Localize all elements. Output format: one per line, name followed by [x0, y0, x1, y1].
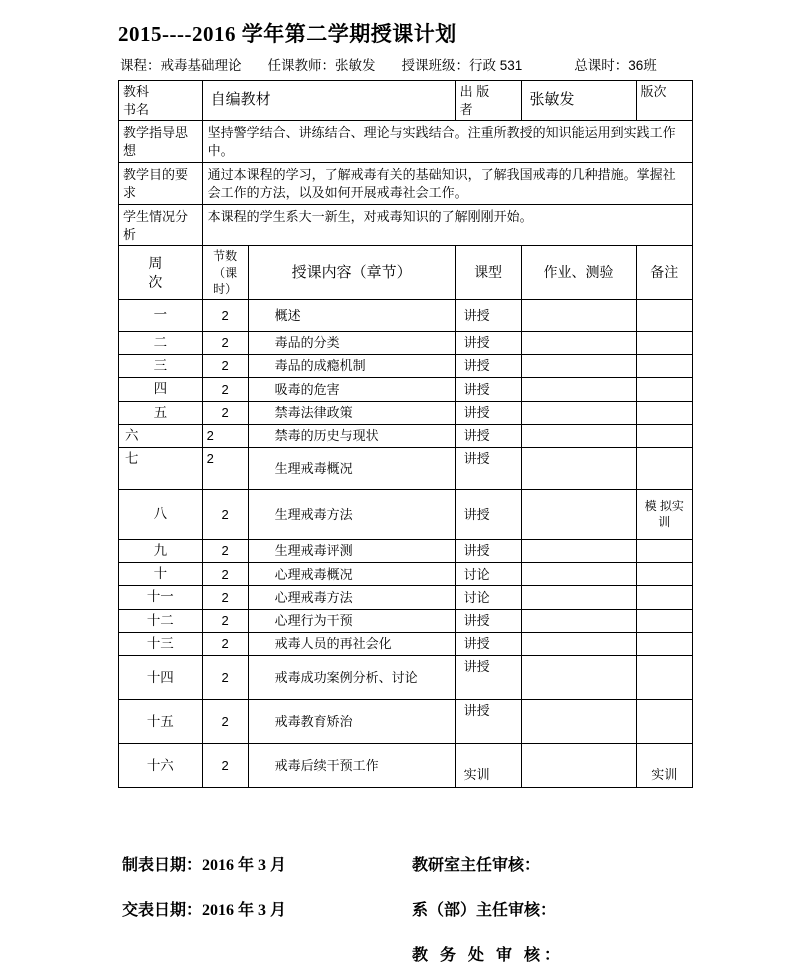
- cell-note: 实训: [636, 744, 693, 788]
- review-office: 教研室主任审核：: [412, 857, 541, 875]
- objectives-label: [119, 163, 203, 205]
- cell-type: 讲授: [455, 656, 521, 700]
- edition-label: [636, 81, 693, 121]
- cell-homework: [521, 448, 636, 490]
- cell-type: 讲授: [455, 700, 521, 744]
- table-row-guiding-thought: [119, 121, 693, 163]
- cell-hours: 2: [202, 424, 248, 447]
- cell-type: 讲授: [455, 540, 521, 563]
- textbook-value: 自编教材: [202, 81, 455, 121]
- cell-week: 三: [119, 355, 203, 378]
- cell-homework: [521, 490, 636, 540]
- header-hours-text: 节数（课时）: [213, 249, 238, 296]
- cell-hours: 2: [202, 378, 248, 401]
- cell-homework: [521, 299, 636, 331]
- cell-note: [636, 448, 693, 490]
- cell-type: 讲授: [455, 424, 521, 447]
- cell-content: 毒品的分类: [248, 331, 455, 354]
- total-hours-label: 总课时：: [574, 58, 629, 73]
- cell-week: 八: [119, 490, 203, 540]
- cell-content: 概述: [248, 299, 455, 331]
- cell-note: [636, 299, 693, 331]
- class-label: 授课班级：: [401, 58, 469, 73]
- table-row: [119, 378, 693, 401]
- footer-signatures: [118, 852, 753, 965]
- submit-date: [118, 897, 412, 920]
- cell-homework: [521, 331, 636, 354]
- cell-homework: [521, 540, 636, 563]
- student-analysis-label: [119, 205, 203, 246]
- textbook-label: [119, 81, 203, 121]
- cell-content: 吸毒的危害: [248, 378, 455, 401]
- student-analysis-value: 本课程的学生系大一新生，对戒毒知识的了解刚刚开始。: [202, 205, 692, 246]
- cell-type: 讲授: [455, 355, 521, 378]
- cell-week: 五: [119, 401, 203, 424]
- table-row: [119, 700, 693, 744]
- cell-homework: [521, 656, 636, 700]
- table-row: [119, 401, 693, 424]
- publisher-label-text: 出 版 者: [459, 84, 490, 117]
- cell-note: [636, 609, 693, 632]
- cell-type: 讲授: [455, 378, 521, 401]
- cell-note: [636, 700, 693, 744]
- header-hours: [202, 246, 248, 300]
- review-academic: 教 务 处 审 核：: [412, 947, 565, 965]
- cell-type: 讨论: [455, 586, 521, 609]
- cell-week: 十二: [119, 609, 203, 632]
- table-row: [119, 331, 693, 354]
- cell-hours: 2: [202, 632, 248, 655]
- cell-hours: 2: [202, 609, 248, 632]
- cell-type: 讲授: [455, 490, 521, 540]
- cell-homework: [521, 378, 636, 401]
- cell-hours: 2: [202, 700, 248, 744]
- table-row: [119, 744, 693, 788]
- cell-week: 四: [119, 378, 203, 401]
- course-label: 课程：: [120, 58, 161, 73]
- table-row: [119, 656, 693, 700]
- cell-type: 讲授: [455, 632, 521, 655]
- cell-week: 十一: [119, 586, 203, 609]
- header-homework: 作业、测验: [521, 246, 636, 300]
- cell-content: 心理戒毒方法: [248, 586, 455, 609]
- cell-note: [636, 424, 693, 447]
- cell-content: 戒毒后续干预工作: [248, 744, 455, 788]
- cell-week: 九: [119, 540, 203, 563]
- student-analysis-label-text: 学生情况分析: [123, 209, 189, 242]
- cell-homework: [521, 401, 636, 424]
- cell-week: 七: [119, 448, 203, 490]
- page-title: 2015----2016 学年第二学期授课计划: [118, 22, 457, 46]
- header-week: [119, 246, 203, 300]
- table-header-row: [119, 246, 693, 300]
- class-value: 行政 531: [469, 58, 523, 73]
- cell-note: [636, 331, 693, 354]
- cell-type: 讲授: [455, 609, 521, 632]
- cell-content: 生理戒毒概况: [248, 448, 455, 490]
- cell-week: 一: [119, 299, 203, 331]
- header-type: 课型: [455, 246, 521, 300]
- cell-type: 讲授: [455, 331, 521, 354]
- footer-row-submit-date: [118, 897, 753, 920]
- cell-week: 十五: [119, 700, 203, 744]
- cell-hours: 2: [202, 448, 248, 490]
- cell-week: 六: [119, 424, 203, 447]
- cell-week: 二: [119, 331, 203, 354]
- cell-note: [636, 656, 693, 700]
- table-row: [119, 540, 693, 563]
- publisher-label: [455, 81, 521, 121]
- table-row: [119, 355, 693, 378]
- cell-note: 模 拟实 训: [636, 490, 693, 540]
- cell-note: [636, 355, 693, 378]
- guiding-thought-label-text: 教学指导思想: [123, 125, 189, 158]
- cell-homework: [521, 424, 636, 447]
- cell-content: 戒毒教育矫治: [248, 700, 455, 744]
- cell-hours: 2: [202, 331, 248, 354]
- cell-week: 十三: [119, 632, 203, 655]
- cell-content: 戒毒成功案例分析、讨论: [248, 656, 455, 700]
- teaching-plan-table: [118, 80, 693, 788]
- table-row-textbook: [119, 81, 693, 121]
- cell-note: [636, 378, 693, 401]
- cell-hours: 2: [202, 299, 248, 331]
- table-row: [119, 609, 693, 632]
- cell-hours: 2: [202, 586, 248, 609]
- teacher-label: 任课教师：: [267, 58, 335, 73]
- cell-hours: 2: [202, 540, 248, 563]
- cell-week: 十四: [119, 656, 203, 700]
- textbook-label-text: 教科书名: [123, 84, 150, 117]
- course-meta-line: [120, 54, 753, 74]
- cell-content: 心理戒毒概况: [248, 563, 455, 586]
- cell-hours: 2: [202, 401, 248, 424]
- objectives-label-text: 教学目的要求: [123, 167, 189, 200]
- table-row: [119, 490, 693, 540]
- make-date: [118, 852, 412, 875]
- guiding-thought-label: [119, 121, 203, 163]
- cell-week: 十六: [119, 744, 203, 788]
- cell-homework: [521, 355, 636, 378]
- make-date-value: 2016 年 3 月: [202, 857, 287, 875]
- cell-note: [636, 401, 693, 424]
- cell-hours: 2: [202, 744, 248, 788]
- table-row-objectives: [119, 163, 693, 205]
- cell-type: 实训: [455, 744, 521, 788]
- footer-row-academic: [118, 942, 753, 965]
- cell-hours: 2: [202, 490, 248, 540]
- cell-note: [636, 632, 693, 655]
- cell-hours: 2: [202, 563, 248, 586]
- cell-homework: [521, 563, 636, 586]
- cell-content: 戒毒人员的再社会化: [248, 632, 455, 655]
- table-row: [119, 586, 693, 609]
- teacher-value: 张敏发: [335, 58, 376, 73]
- total-hours-value: 36班: [628, 58, 657, 73]
- course-value: 戒毒基础理论: [160, 58, 242, 73]
- cell-type: 讲授: [455, 448, 521, 490]
- cell-homework: [521, 609, 636, 632]
- submit-date-value: 2016 年 3 月: [202, 902, 287, 920]
- cell-content: 心理行为干预: [248, 609, 455, 632]
- cell-hours: 2: [202, 355, 248, 378]
- table-row: [119, 299, 693, 331]
- edition-label-text: 版次: [640, 84, 667, 99]
- cell-type: 讲授: [455, 299, 521, 331]
- cell-note: [636, 586, 693, 609]
- publisher-value: 张敏发: [521, 81, 636, 121]
- table-row: [119, 424, 693, 447]
- table-row-student-analysis: [119, 205, 693, 246]
- table-row: [119, 448, 693, 490]
- cell-type: 讨论: [455, 563, 521, 586]
- cell-homework: [521, 586, 636, 609]
- make-date-label: 制表日期：: [122, 857, 203, 875]
- cell-week: 十: [119, 563, 203, 586]
- cell-type: 讲授: [455, 401, 521, 424]
- submit-date-label: 交表日期：: [122, 902, 203, 920]
- header-note: 备注: [636, 246, 693, 300]
- cell-content: 生理戒毒方法: [248, 490, 455, 540]
- cell-homework: [521, 700, 636, 744]
- cell-content: 生理戒毒评测: [248, 540, 455, 563]
- cell-homework: [521, 744, 636, 788]
- cell-content: 毒品的成瘾机制: [248, 355, 455, 378]
- cell-hours: 2: [202, 656, 248, 700]
- header-week-text: 周次: [148, 254, 163, 290]
- cell-content: 禁毒的历史与现状: [248, 424, 455, 447]
- table-row: [119, 632, 693, 655]
- objectives-value: 通过本课程的学习，了解戒毒有关的基础知识，了解我国戒毒的几种措施。掌握社会工作的方法，以及如何开展戒毒社会工作。: [202, 163, 692, 205]
- review-dept: 系（部）主任审核：: [412, 902, 557, 920]
- table-row: [119, 563, 693, 586]
- header-content: 授课内容（章节）: [248, 246, 455, 300]
- cell-note: [636, 540, 693, 563]
- cell-content: 禁毒法律政策: [248, 401, 455, 424]
- guiding-thought-value: 坚持警学结合、讲练结合、理论与实践结合。注重所教授的知识能运用到实践工作中。: [202, 121, 692, 163]
- cell-homework: [521, 632, 636, 655]
- cell-note: [636, 563, 693, 586]
- footer-row-make-date: [118, 852, 753, 875]
